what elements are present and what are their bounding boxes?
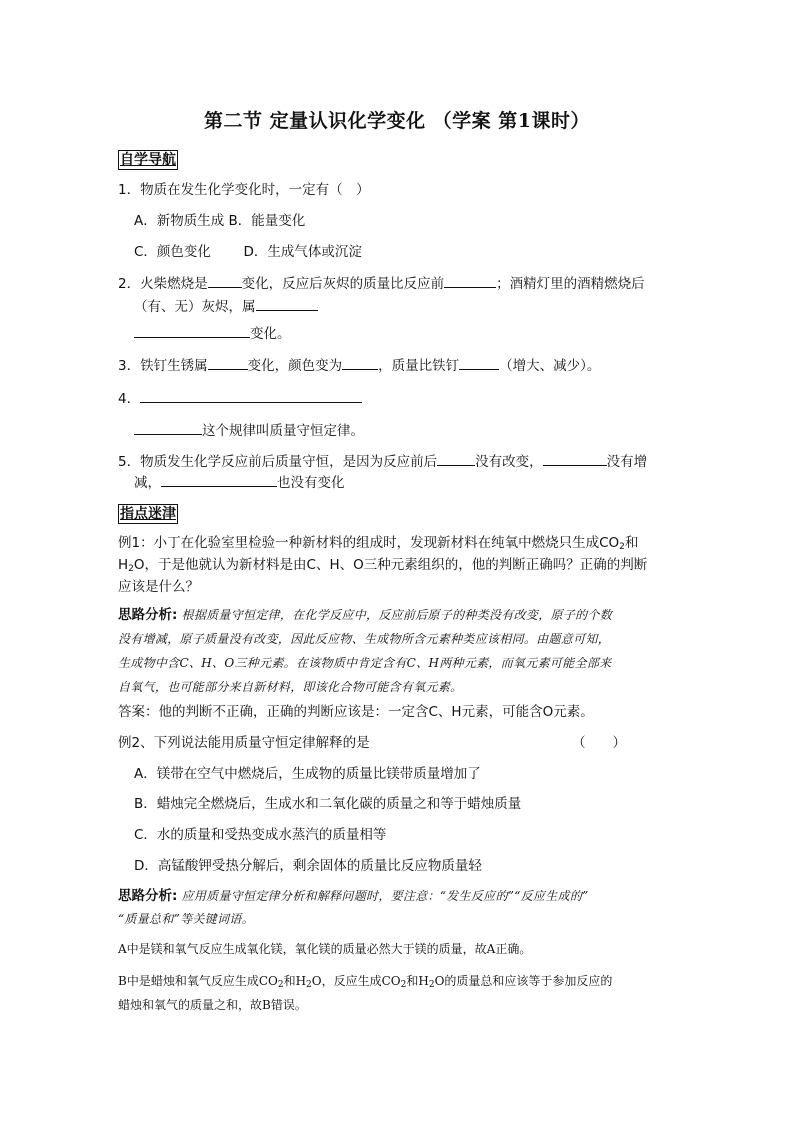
blank bbox=[140, 388, 362, 403]
blank bbox=[208, 355, 248, 370]
question-3-text: 变化，颜色变为 bbox=[247, 358, 343, 374]
blank bbox=[256, 296, 318, 311]
blank bbox=[437, 451, 475, 466]
blank bbox=[208, 273, 242, 288]
analysis-1-line-2: 没有增减，原子质量没有改变，因此反应物、生成物所含元素种类应该相同。由题意可知， bbox=[118, 632, 611, 646]
question-2-text: ；酒精灯里的酒精燃烧后 bbox=[496, 276, 645, 292]
analysis-1-line-4: 自氧气，也可能部分来自新材料，即该化合物可能含有氧元素。 bbox=[118, 680, 463, 694]
question-2-text: 变化。 bbox=[250, 326, 291, 342]
answer-1: 答案：他的判断不正确，正确的判断应该是：一定含C、H元素，可能含O元素。 bbox=[118, 704, 594, 720]
question-4-line-2 bbox=[134, 420, 704, 441]
question-1-option-a: A．新物质生成 bbox=[134, 213, 225, 229]
question-4-line-1 bbox=[118, 388, 688, 409]
example-1-line-2 bbox=[118, 555, 688, 579]
question-4-text: 4． bbox=[118, 391, 141, 407]
analysis-2-text: 和H bbox=[283, 974, 307, 988]
analysis-2-option-b-line-1 bbox=[118, 970, 688, 996]
question-5-text: 5．物质发生化学反应前后质量守恒，是因为反应前后 bbox=[118, 454, 438, 470]
question-2-text: 2．火柴燃烧是 bbox=[118, 276, 208, 292]
question-2-line-1 bbox=[118, 273, 688, 294]
blank bbox=[444, 273, 496, 288]
example-2-stem: 例2、下列说法能用质量守恒定律解释的是 bbox=[118, 735, 370, 751]
blank bbox=[134, 420, 202, 435]
analysis-2-text: O的质量总和应该等于参加反应的 bbox=[434, 974, 613, 988]
analysis-2-line-1 bbox=[118, 886, 688, 906]
question-3-text: 3．铁钉生锈属 bbox=[118, 358, 208, 374]
example-1-text: H bbox=[118, 557, 129, 573]
question-5-line-2 bbox=[134, 472, 704, 493]
question-2-text: （有、无）灰烬，属 bbox=[134, 299, 256, 315]
question-4-text: 这个规律叫质量守恒定律。 bbox=[202, 423, 364, 439]
example-1-text: 和 bbox=[624, 535, 639, 551]
blank bbox=[161, 472, 277, 487]
section-heading-self-study: 自学导航 bbox=[120, 152, 176, 168]
analysis-1-text: 根据质量守恒定律，在化学反应中，反应前后原子的种类没有改变，原子的个数 bbox=[177, 608, 613, 622]
analysis-label: 思路分析: bbox=[118, 888, 178, 904]
question-5-text: 减， bbox=[134, 475, 161, 491]
question-1-options-ab bbox=[134, 211, 704, 231]
analysis-1-line-1 bbox=[118, 605, 688, 625]
example-1-line-1 bbox=[118, 533, 688, 557]
question-5-text: 也没有变化 bbox=[277, 475, 345, 491]
analysis-1-line-3: 生成物中含C、H、O三种元素。在该物质中肯定含有C、H两种元素，而氧元素可能全部来 bbox=[118, 656, 612, 670]
question-5-text: 没有增 bbox=[606, 454, 648, 470]
blank bbox=[543, 451, 607, 466]
question-1-option-d: D．生成气体或沉淀 bbox=[243, 244, 362, 260]
blank bbox=[134, 323, 250, 338]
question-3 bbox=[118, 355, 688, 376]
question-1-option-c: C．颜色变化 bbox=[134, 244, 211, 260]
blank bbox=[342, 355, 378, 370]
example-1-text: O，于是他就认为新材料是由C、H、O三种元素组织的，他的判断正确吗？正确的判断 bbox=[133, 557, 648, 573]
analysis-2-option-b-line-2: 蜡烛和氧气的质量之和，故B错误。 bbox=[118, 998, 307, 1012]
subscript: 2 bbox=[277, 980, 284, 990]
analysis-2-text: 应用质量守恒定律分析和解释问题时，要注意：“发生反应的”“反应生成的” bbox=[177, 889, 589, 903]
example-2-option-b: B．蜡烛完全燃烧后，生成水和二氧化碳的质量之和等于蜡烛质量 bbox=[134, 796, 522, 812]
section-heading-guidance: 指点迷津 bbox=[120, 506, 176, 522]
question-2-text: 变化，反应后灰烬的质量比反应前 bbox=[241, 276, 445, 292]
subscript: 2 bbox=[619, 542, 625, 552]
subscript: 2 bbox=[306, 980, 312, 990]
example-2-option-c: C．水的质量和受热变成水蒸汽的质量相等 bbox=[134, 827, 387, 843]
subscript: 2 bbox=[428, 980, 435, 990]
subscript: 2 bbox=[400, 980, 407, 990]
question-5-line-1 bbox=[118, 451, 688, 472]
example-1-line-3: 应该是什么？ bbox=[118, 579, 199, 595]
question-2-line-2 bbox=[134, 296, 704, 317]
question-5-text: 没有改变， bbox=[475, 454, 543, 470]
analysis-2-text: B中是蜡烛和氧气反应生成CO bbox=[118, 974, 278, 988]
example-2-option-a: A．镁带在空气中燃烧后，生成物的质量比镁带质量增加了 bbox=[134, 766, 481, 782]
analysis-2-option-a: A中是镁和氧气反应生成氧化镁，氧化镁的质量必然大于镁的质量，故A正确。 bbox=[118, 942, 532, 956]
question-1-options-cd bbox=[134, 242, 704, 262]
analysis-2-text: O，反应生成CO bbox=[311, 974, 401, 988]
example-2-answer-bracket: （ ） bbox=[572, 735, 626, 751]
analysis-2-text: 和H bbox=[406, 974, 429, 988]
analysis-2-line-2: “质量总和”等关键词语。 bbox=[118, 912, 254, 926]
example-2-option-d: D．高锰酸钾受热分解后，剩余固体的质量比反应物质量轻 bbox=[134, 858, 482, 874]
blank bbox=[459, 355, 499, 370]
question-1-option-b: B．能量变化 bbox=[228, 213, 306, 229]
page-title: 第二节 定量认识化学变化 （学案 第1课时） bbox=[203, 110, 591, 132]
question-2-line-3 bbox=[134, 323, 704, 344]
question-3-text: （增大、减少）。 bbox=[499, 358, 601, 374]
analysis-label: 思路分析: bbox=[118, 607, 178, 623]
example-1-text: 例1：小丁在化验室里检验一种新材料的组成时，发现新材料在纯氧中燃烧只生成CO bbox=[118, 535, 620, 551]
subscript: 2 bbox=[128, 564, 134, 574]
question-3-text: ，质量比铁钉 bbox=[378, 358, 460, 374]
question-1-stem: 1．物质在发生化学变化时，一定有（ ） bbox=[118, 182, 370, 198]
